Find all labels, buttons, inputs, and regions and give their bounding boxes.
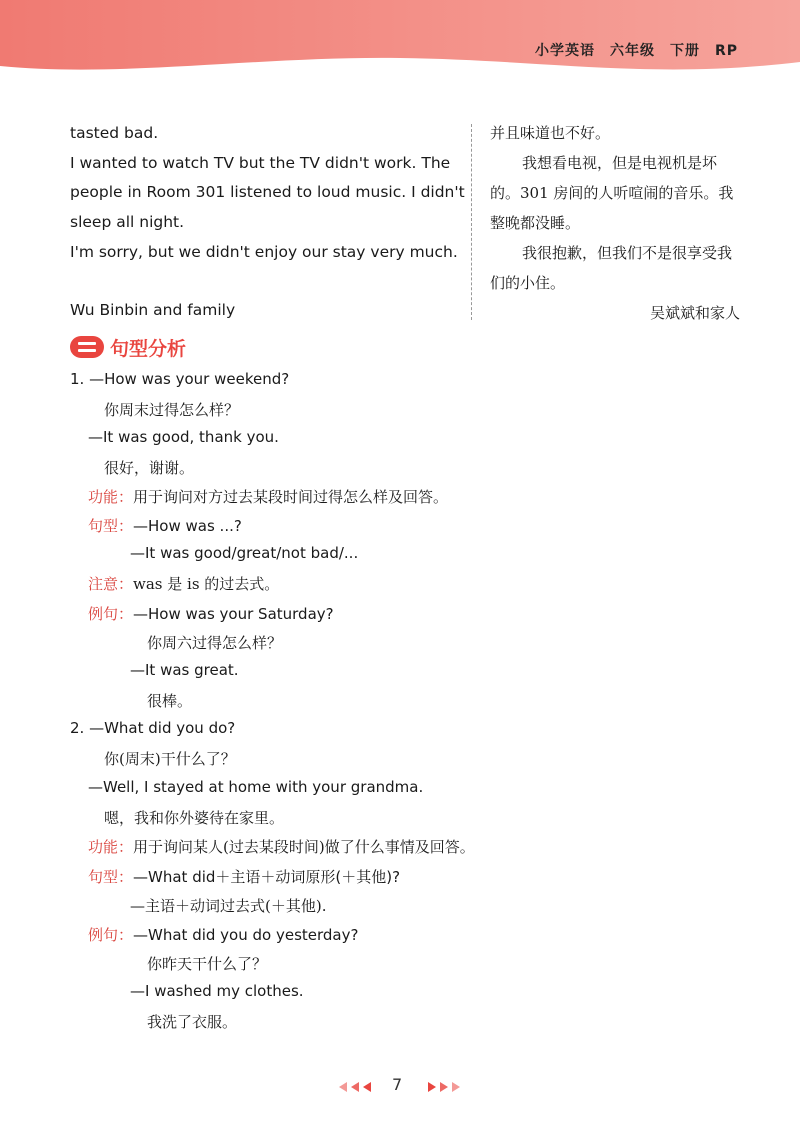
example-row bbox=[88, 603, 334, 624]
section-title: 句型分析 bbox=[110, 337, 187, 360]
translation-para: 我很抱歉，但我们不是很享受我们的小住。 bbox=[490, 244, 733, 292]
arrow-right-icon bbox=[440, 1082, 448, 1092]
section-heading bbox=[70, 332, 186, 362]
page-number: 7 bbox=[392, 1075, 403, 1094]
example-label: 例句： bbox=[88, 605, 134, 623]
column-divider bbox=[471, 124, 472, 320]
example-text: —How was your Saturday? bbox=[133, 605, 334, 623]
translation: 你周六过得怎么样？ bbox=[147, 634, 283, 652]
translation: 很棒。 bbox=[147, 692, 193, 710]
arrow-left-icon bbox=[339, 1082, 347, 1092]
letter-signature: Wu Binbin and family bbox=[70, 301, 236, 319]
letter-line: people in Room 301 listened to loud music. I didn't bbox=[70, 183, 465, 201]
letter-line: tasted bad. bbox=[70, 124, 159, 142]
example-text: —What did you do yesterday? bbox=[133, 926, 359, 944]
translation: 你昨天干什么了？ bbox=[147, 955, 268, 973]
function-row bbox=[88, 836, 475, 857]
pattern-label: 句型： bbox=[88, 868, 134, 886]
pattern-text: —What did＋主语＋动词原形(＋其他)? bbox=[133, 868, 401, 886]
dialogue-question: 1. —How was your weekend? bbox=[70, 370, 290, 388]
function-label: 功能： bbox=[88, 838, 134, 856]
arrow-right-icon bbox=[428, 1082, 436, 1092]
dialogue-answer: —It was good, thank you. bbox=[88, 428, 279, 446]
dialogue-answer: —Well, I stayed at home with your grandma. bbox=[88, 778, 424, 796]
note-row bbox=[88, 573, 279, 594]
pattern-label: 句型： bbox=[88, 517, 134, 535]
translation: 你(周末)干什么了？ bbox=[104, 750, 236, 768]
letter-line: I'm sorry, but we didn't enjoy our stay very much. bbox=[70, 243, 458, 261]
letter-translation bbox=[490, 118, 740, 328]
arrow-left-icon bbox=[351, 1082, 359, 1092]
pattern-text: —How was ...? bbox=[133, 517, 242, 535]
translation: 我洗了衣服。 bbox=[147, 1013, 238, 1031]
pattern-row bbox=[88, 515, 242, 536]
pattern-text: —主语＋动词过去式(＋其他). bbox=[130, 897, 327, 915]
pattern-text: —It was good/great/not bad/... bbox=[130, 544, 359, 562]
translation: 嗯，我和你外婆待在家里。 bbox=[104, 809, 285, 827]
arrow-left-icon bbox=[363, 1082, 371, 1092]
dialogue-question: 2. —What did you do? bbox=[70, 719, 236, 737]
example-text: —I washed my clothes. bbox=[130, 982, 304, 1000]
header-title: 小学英语 六年级 下册 RP bbox=[534, 43, 738, 59]
note-label: 注意： bbox=[88, 575, 134, 593]
translation: 你周末过得怎么样？ bbox=[104, 401, 240, 419]
translation: 很好，谢谢。 bbox=[104, 459, 195, 477]
function-label: 功能： bbox=[88, 488, 134, 506]
letter-line: I wanted to watch TV but the TV didn't work. The bbox=[70, 154, 451, 172]
example-label: 例句： bbox=[88, 926, 134, 944]
function-text: 用于询问某人(过去某段时间)做了什么事情及回答。 bbox=[133, 838, 475, 856]
section-number-icon bbox=[70, 336, 104, 358]
pattern-row bbox=[88, 866, 400, 887]
example-row bbox=[88, 924, 358, 945]
letter-line: sleep all night. bbox=[70, 213, 185, 231]
translation-para: 我想看电视，但是电视机是坏的。301 房间的人听喧闹的音乐。我整晚都没睡。 bbox=[490, 154, 734, 232]
function-row bbox=[88, 486, 448, 507]
translation-signature: 吴斌斌和家人 bbox=[649, 304, 740, 322]
function-text: 用于询问对方过去某段时间过得怎么样及回答。 bbox=[133, 488, 449, 506]
translation-para: 并且味道也不好。 bbox=[490, 124, 611, 142]
arrow-right-icon bbox=[452, 1082, 460, 1092]
note-text: was 是 is 的过去式。 bbox=[133, 575, 280, 593]
example-text: —It was great. bbox=[130, 661, 239, 679]
